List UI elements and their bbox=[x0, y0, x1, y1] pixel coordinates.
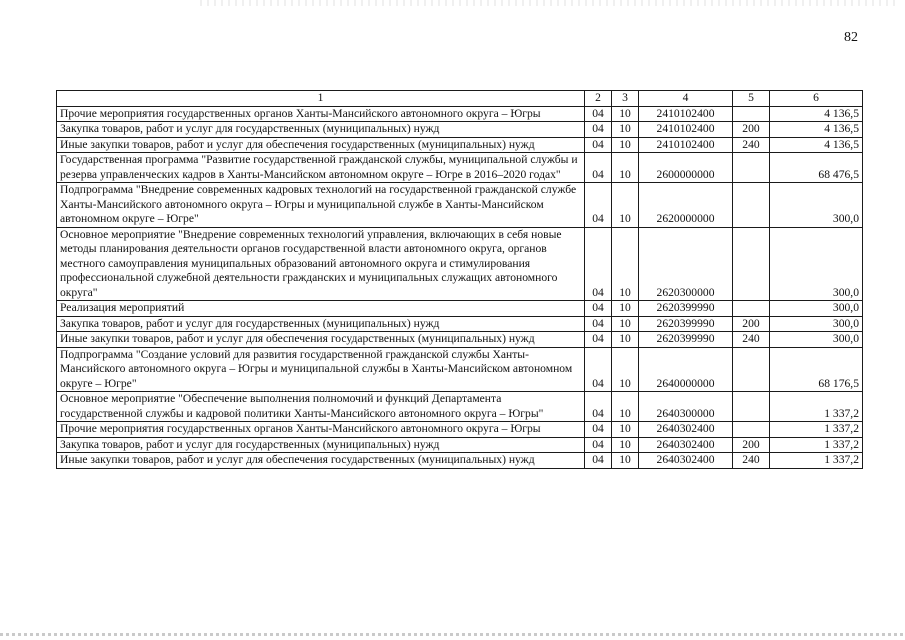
table-body bbox=[57, 91, 863, 469]
row-section: 04 bbox=[585, 301, 612, 317]
row-section: 04 bbox=[585, 332, 612, 348]
row-expense-type: 200 bbox=[733, 316, 770, 332]
row-name: Основное мероприятие "Внедрение современных технологий управления, включающих в себя новые методы планирования деятельности органов государственной власти автономного округа, органов местного самоуправления муниципальных образований автономного округа и стимулирования профессиональной служебной деятельности гражданских и муниципальных служащих автономного округа" bbox=[57, 227, 585, 301]
row-target-code: 2620000000 bbox=[639, 183, 733, 228]
row-subsection: 10 bbox=[612, 183, 639, 228]
row-amount: 4 136,5 bbox=[770, 106, 863, 122]
row-subsection: 10 bbox=[612, 137, 639, 153]
table-row bbox=[57, 347, 863, 392]
row-expense-type bbox=[733, 347, 770, 392]
row-section: 04 bbox=[585, 153, 612, 183]
table-row bbox=[57, 122, 863, 138]
row-amount: 68 476,5 bbox=[770, 153, 863, 183]
header-col-2: 2 bbox=[585, 91, 612, 107]
row-name: Подпрограмма "Создание условий для развития государственной гражданской службы Ханты-Мансийского автономного округа – Югры и муниципальной службы в Ханты-Мансийском автономном округе – Югре" bbox=[57, 347, 585, 392]
row-section: 04 bbox=[585, 453, 612, 469]
row-subsection: 10 bbox=[612, 347, 639, 392]
row-subsection: 10 bbox=[612, 422, 639, 438]
header-col-1: 1 bbox=[57, 91, 585, 107]
row-subsection: 10 bbox=[612, 437, 639, 453]
header-col-4: 4 bbox=[639, 91, 733, 107]
row-section: 04 bbox=[585, 422, 612, 438]
row-section: 04 bbox=[585, 183, 612, 228]
row-section: 04 bbox=[585, 437, 612, 453]
row-amount: 300,0 bbox=[770, 227, 863, 301]
row-target-code: 2640302400 bbox=[639, 422, 733, 438]
table-row bbox=[57, 183, 863, 228]
table-row bbox=[57, 106, 863, 122]
row-amount: 300,0 bbox=[770, 301, 863, 317]
table-row bbox=[57, 153, 863, 183]
page-number: 82 bbox=[844, 30, 858, 45]
row-name: Подпрограмма "Внедрение современных кадровых технологий на государственной гражданской службе Ханты-Мансийского автономного округа – Югры и муниципальной службе в Ханты-Мансийском автономном округе – Югре" bbox=[57, 183, 585, 228]
row-target-code: 2620399990 bbox=[639, 332, 733, 348]
row-expense-type: 200 bbox=[733, 437, 770, 453]
row-section: 04 bbox=[585, 227, 612, 301]
row-expense-type bbox=[733, 227, 770, 301]
row-amount: 1 337,2 bbox=[770, 437, 863, 453]
row-amount: 300,0 bbox=[770, 316, 863, 332]
row-subsection: 10 bbox=[612, 227, 639, 301]
table-header-row bbox=[57, 91, 863, 107]
row-name: Прочие мероприятия государственных органов Ханты-Мансийского автономного округа – Югры bbox=[57, 422, 585, 438]
header-col-5: 5 bbox=[733, 91, 770, 107]
row-subsection: 10 bbox=[612, 453, 639, 469]
scan-artifact-bottom bbox=[0, 633, 905, 636]
row-name: Государственная программа "Развитие государственной гражданской службы, муниципальной службы и резерва управленческих кадров в Ханты-Мансийском автономном округе – Югре в 2016–2020 годах" bbox=[57, 153, 585, 183]
row-subsection: 10 bbox=[612, 301, 639, 317]
row-expense-type bbox=[733, 301, 770, 317]
row-target-code: 2640302400 bbox=[639, 453, 733, 469]
row-expense-type bbox=[733, 392, 770, 422]
table-row bbox=[57, 137, 863, 153]
row-amount: 4 136,5 bbox=[770, 122, 863, 138]
row-name: Реализация мероприятий bbox=[57, 301, 585, 317]
row-amount: 300,0 bbox=[770, 332, 863, 348]
row-name: Закупка товаров, работ и услуг для государственных (муниципальных) нужд bbox=[57, 316, 585, 332]
table-row bbox=[57, 422, 863, 438]
row-name: Закупка товаров, работ и услуг для государственных (муниципальных) нужд bbox=[57, 122, 585, 138]
row-target-code: 2620399990 bbox=[639, 316, 733, 332]
row-amount: 4 136,5 bbox=[770, 137, 863, 153]
row-section: 04 bbox=[585, 106, 612, 122]
header-col-3: 3 bbox=[612, 91, 639, 107]
row-expense-type bbox=[733, 153, 770, 183]
row-expense-type: 240 bbox=[733, 137, 770, 153]
row-section: 04 bbox=[585, 316, 612, 332]
row-target-code: 2640000000 bbox=[639, 347, 733, 392]
row-section: 04 bbox=[585, 347, 612, 392]
table-row bbox=[57, 227, 863, 301]
row-name: Иные закупки товаров, работ и услуг для обеспечения государственных (муниципальных) нужд bbox=[57, 453, 585, 469]
row-amount: 1 337,2 bbox=[770, 392, 863, 422]
row-expense-type bbox=[733, 183, 770, 228]
row-subsection: 10 bbox=[612, 106, 639, 122]
row-name: Основное мероприятие "Обеспечение выполнения полномочий и функций Департамента государственной службы и кадровой политики Ханты-Мансийского автономного округа – Югры" bbox=[57, 392, 585, 422]
table-row bbox=[57, 301, 863, 317]
row-name: Иные закупки товаров, работ и услуг для обеспечения государственных (муниципальных) нужд bbox=[57, 137, 585, 153]
row-expense-type: 240 bbox=[733, 453, 770, 469]
row-section: 04 bbox=[585, 392, 612, 422]
table-row bbox=[57, 437, 863, 453]
row-amount: 68 176,5 bbox=[770, 347, 863, 392]
row-target-code: 2410102400 bbox=[639, 137, 733, 153]
table-row bbox=[57, 392, 863, 422]
row-name: Прочие мероприятия государственных органов Ханты-Мансийского автономного округа – Югры bbox=[57, 106, 585, 122]
row-name: Иные закупки товаров, работ и услуг для обеспечения государственных (муниципальных) нужд bbox=[57, 332, 585, 348]
row-section: 04 bbox=[585, 137, 612, 153]
row-target-code: 2410102400 bbox=[639, 106, 733, 122]
scan-artifact-top bbox=[200, 0, 900, 6]
row-subsection: 10 bbox=[612, 332, 639, 348]
row-section: 04 bbox=[585, 122, 612, 138]
row-expense-type bbox=[733, 422, 770, 438]
row-target-code: 2640300000 bbox=[639, 392, 733, 422]
row-subsection: 10 bbox=[612, 316, 639, 332]
row-subsection: 10 bbox=[612, 122, 639, 138]
row-subsection: 10 bbox=[612, 153, 639, 183]
row-expense-type bbox=[733, 106, 770, 122]
table-row bbox=[57, 332, 863, 348]
row-target-code: 2640302400 bbox=[639, 437, 733, 453]
row-amount: 1 337,2 bbox=[770, 453, 863, 469]
row-target-code: 2600000000 bbox=[639, 153, 733, 183]
table-row bbox=[57, 453, 863, 469]
row-amount: 300,0 bbox=[770, 183, 863, 228]
row-expense-type: 240 bbox=[733, 332, 770, 348]
row-name: Закупка товаров, работ и услуг для государственных (муниципальных) нужд bbox=[57, 437, 585, 453]
row-target-code: 2410102400 bbox=[639, 122, 733, 138]
row-amount: 1 337,2 bbox=[770, 422, 863, 438]
table-row bbox=[57, 316, 863, 332]
row-target-code: 2620399990 bbox=[639, 301, 733, 317]
header-col-6: 6 bbox=[770, 91, 863, 107]
row-expense-type: 200 bbox=[733, 122, 770, 138]
row-target-code: 2620300000 bbox=[639, 227, 733, 301]
row-subsection: 10 bbox=[612, 392, 639, 422]
budget-table bbox=[56, 90, 863, 469]
